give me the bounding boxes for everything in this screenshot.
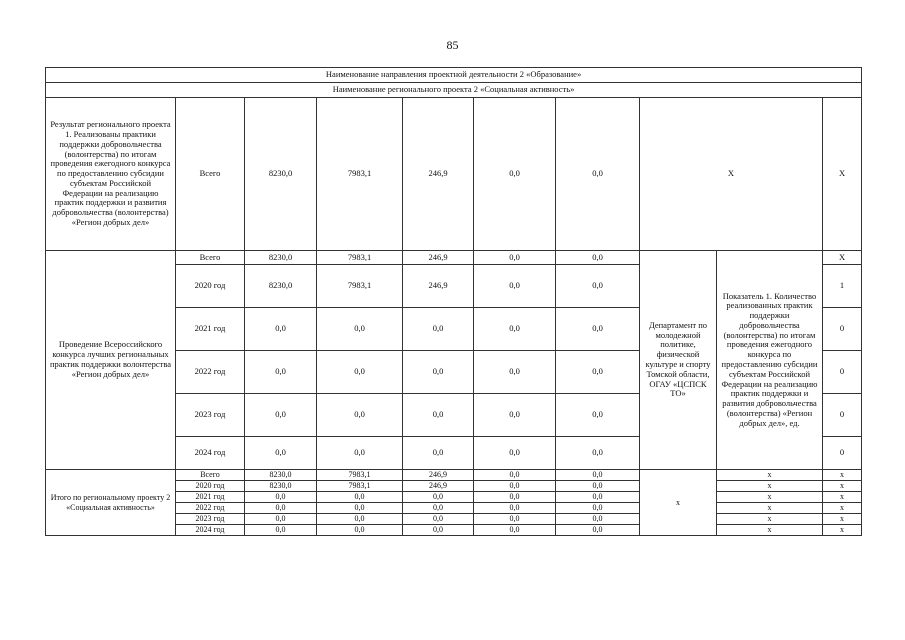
- financing-table: [45, 67, 862, 536]
- amount-cell: 0,0: [245, 514, 317, 525]
- amount-cell: 0,0: [474, 265, 556, 308]
- indicator-value: 1: [823, 265, 862, 308]
- amount-cell: 0,0: [556, 394, 640, 437]
- amount-cell: 7983,1: [317, 481, 403, 492]
- amount-cell: 0,0: [403, 351, 474, 394]
- responsible-department: Департамент по молодежной политике, физической культуре и спорту Томской области, ОГАУ «ЦСПСК ТО»: [640, 251, 717, 470]
- total-value-cell: х: [823, 470, 862, 481]
- amount-cell: 0,0: [474, 437, 556, 470]
- amount-cell: 0,0: [317, 492, 403, 503]
- amount-cell: 0,0: [556, 308, 640, 351]
- indicator-name: Показатель 1. Количество реализованных практик поддержки добровольчества (волонтерства) по итогам проведения ежегодного конкурса по предоставлению субсидии субъектам Российской Федерации на реализацию практик поддержки и развития добровольчества (волонтерства) «Регион добрых дел», ед.: [717, 251, 823, 470]
- amount-cell: 0,0: [317, 514, 403, 525]
- total-row: [46, 470, 862, 481]
- amount-cell: 0,0: [317, 437, 403, 470]
- amount-cell: 0,0: [245, 351, 317, 394]
- indicator-value: 0: [823, 351, 862, 394]
- amount-cell: 0,0: [474, 492, 556, 503]
- amount-cell: 8230,0: [245, 470, 317, 481]
- period-cell: 2022 год: [176, 503, 245, 514]
- event-label: Проведение Всероссийского конкурса лучших региональных практик поддержки волонтерства «Регион добрых дел»: [46, 251, 176, 470]
- period-cell: 2021 год: [176, 308, 245, 351]
- amount-cell: 0,0: [403, 394, 474, 437]
- amount-cell: 0,0: [245, 394, 317, 437]
- amount-cell: 8230,0: [245, 265, 317, 308]
- total-indicator-cell: х: [717, 481, 823, 492]
- amount-cell: 0,0: [474, 514, 556, 525]
- result-cell: 246,9: [403, 98, 474, 251]
- amount-cell: 0,0: [317, 394, 403, 437]
- amount-cell: 7983,1: [317, 265, 403, 308]
- amount-cell: 0,0: [317, 351, 403, 394]
- period-cell: 2023 год: [176, 394, 245, 437]
- total-value-cell: х: [823, 481, 862, 492]
- indicator-value: 0: [823, 394, 862, 437]
- period-cell: 2020 год: [176, 481, 245, 492]
- result-cell: 0,0: [474, 98, 556, 251]
- indicator-value: 0: [823, 437, 862, 470]
- total-label: Итого по региональному проекту 2 «Социальная активность»: [46, 470, 176, 536]
- amount-cell: 0,0: [556, 265, 640, 308]
- amount-cell: 0,0: [474, 525, 556, 536]
- amount-cell: 0,0: [245, 492, 317, 503]
- period-cell: 2020 год: [176, 265, 245, 308]
- amount-cell: 0,0: [474, 351, 556, 394]
- amount-cell: 0,0: [556, 492, 640, 503]
- amount-cell: 0,0: [474, 308, 556, 351]
- amount-cell: 8230,0: [245, 481, 317, 492]
- result-cell: 8230,0: [245, 98, 317, 251]
- amount-cell: 0,0: [556, 481, 640, 492]
- result-cell: 7983,1: [317, 98, 403, 251]
- amount-cell: 246,9: [403, 470, 474, 481]
- amount-cell: 0,0: [474, 251, 556, 265]
- total-value-cell: х: [823, 492, 862, 503]
- amount-cell: 0,0: [556, 470, 640, 481]
- amount-cell: 0,0: [317, 308, 403, 351]
- amount-cell: 0,0: [474, 481, 556, 492]
- total-value-cell: х: [823, 503, 862, 514]
- total-value-cell: х: [823, 525, 862, 536]
- amount-cell: 246,9: [403, 481, 474, 492]
- period-cell: 2023 год: [176, 514, 245, 525]
- total-indicator-cell: х: [717, 503, 823, 514]
- result-label: Результат регионального проекта 1. Реализованы практики поддержки добровольчества (волонтерства) по итогам проведения ежегодного конкурса по предоставлению субсидии субъектам Российской Федерации на реализацию практик поддержки и развития добровольчества (волонтерства) «Регион добрых дел»: [46, 98, 176, 251]
- amount-cell: 0,0: [245, 525, 317, 536]
- period-cell: 2024 год: [176, 525, 245, 536]
- amount-cell: 7983,1: [317, 470, 403, 481]
- total-value-cell: х: [823, 514, 862, 525]
- total-department: х: [640, 470, 717, 536]
- period-cell: 2021 год: [176, 492, 245, 503]
- period-cell: 2022 год: [176, 351, 245, 394]
- indicator-value: 0: [823, 308, 862, 351]
- amount-cell: 0,0: [245, 437, 317, 470]
- total-indicator-cell: х: [717, 514, 823, 525]
- amount-cell: 0,0: [403, 308, 474, 351]
- amount-cell: 7983,1: [317, 251, 403, 265]
- amount-cell: 0,0: [556, 525, 640, 536]
- result-row: [46, 98, 862, 251]
- amount-cell: 0,0: [403, 492, 474, 503]
- amount-cell: 0,0: [556, 503, 640, 514]
- result-cell: Х: [823, 98, 862, 251]
- amount-cell: 0,0: [403, 437, 474, 470]
- amount-cell: 0,0: [474, 394, 556, 437]
- amount-cell: 0,0: [245, 503, 317, 514]
- period-cell: Всего: [176, 251, 245, 265]
- project-header: Наименование регионального проекта 2 «Социальная активность»: [46, 83, 862, 98]
- amount-cell: 0,0: [403, 503, 474, 514]
- amount-cell: 0,0: [317, 503, 403, 514]
- total-indicator-cell: х: [717, 470, 823, 481]
- amount-cell: 0,0: [245, 308, 317, 351]
- result-cell: Всего: [176, 98, 245, 251]
- amount-cell: 0,0: [403, 525, 474, 536]
- amount-cell: 0,0: [556, 251, 640, 265]
- total-indicator-cell: х: [717, 492, 823, 503]
- amount-cell: 0,0: [474, 503, 556, 514]
- event-row: [46, 251, 862, 265]
- period-cell: 2024 год: [176, 437, 245, 470]
- amount-cell: 0,0: [556, 437, 640, 470]
- amount-cell: 0,0: [556, 351, 640, 394]
- table-body: [46, 68, 862, 536]
- amount-cell: 0,0: [317, 525, 403, 536]
- amount-cell: 0,0: [556, 514, 640, 525]
- direction-header: Наименование направления проектной деятельности 2 «Образование»: [46, 68, 862, 83]
- period-cell: Всего: [176, 470, 245, 481]
- amount-cell: 8230,0: [245, 251, 317, 265]
- total-indicator-cell: х: [717, 525, 823, 536]
- result-cell: 0,0: [556, 98, 640, 251]
- result-cell: Х: [640, 98, 823, 251]
- amount-cell: 246,9: [403, 251, 474, 265]
- amount-cell: 0,0: [474, 470, 556, 481]
- amount-cell: 246,9: [403, 265, 474, 308]
- indicator-value: Х: [823, 251, 862, 265]
- amount-cell: 0,0: [403, 514, 474, 525]
- page-number: 85: [446, 38, 459, 52]
